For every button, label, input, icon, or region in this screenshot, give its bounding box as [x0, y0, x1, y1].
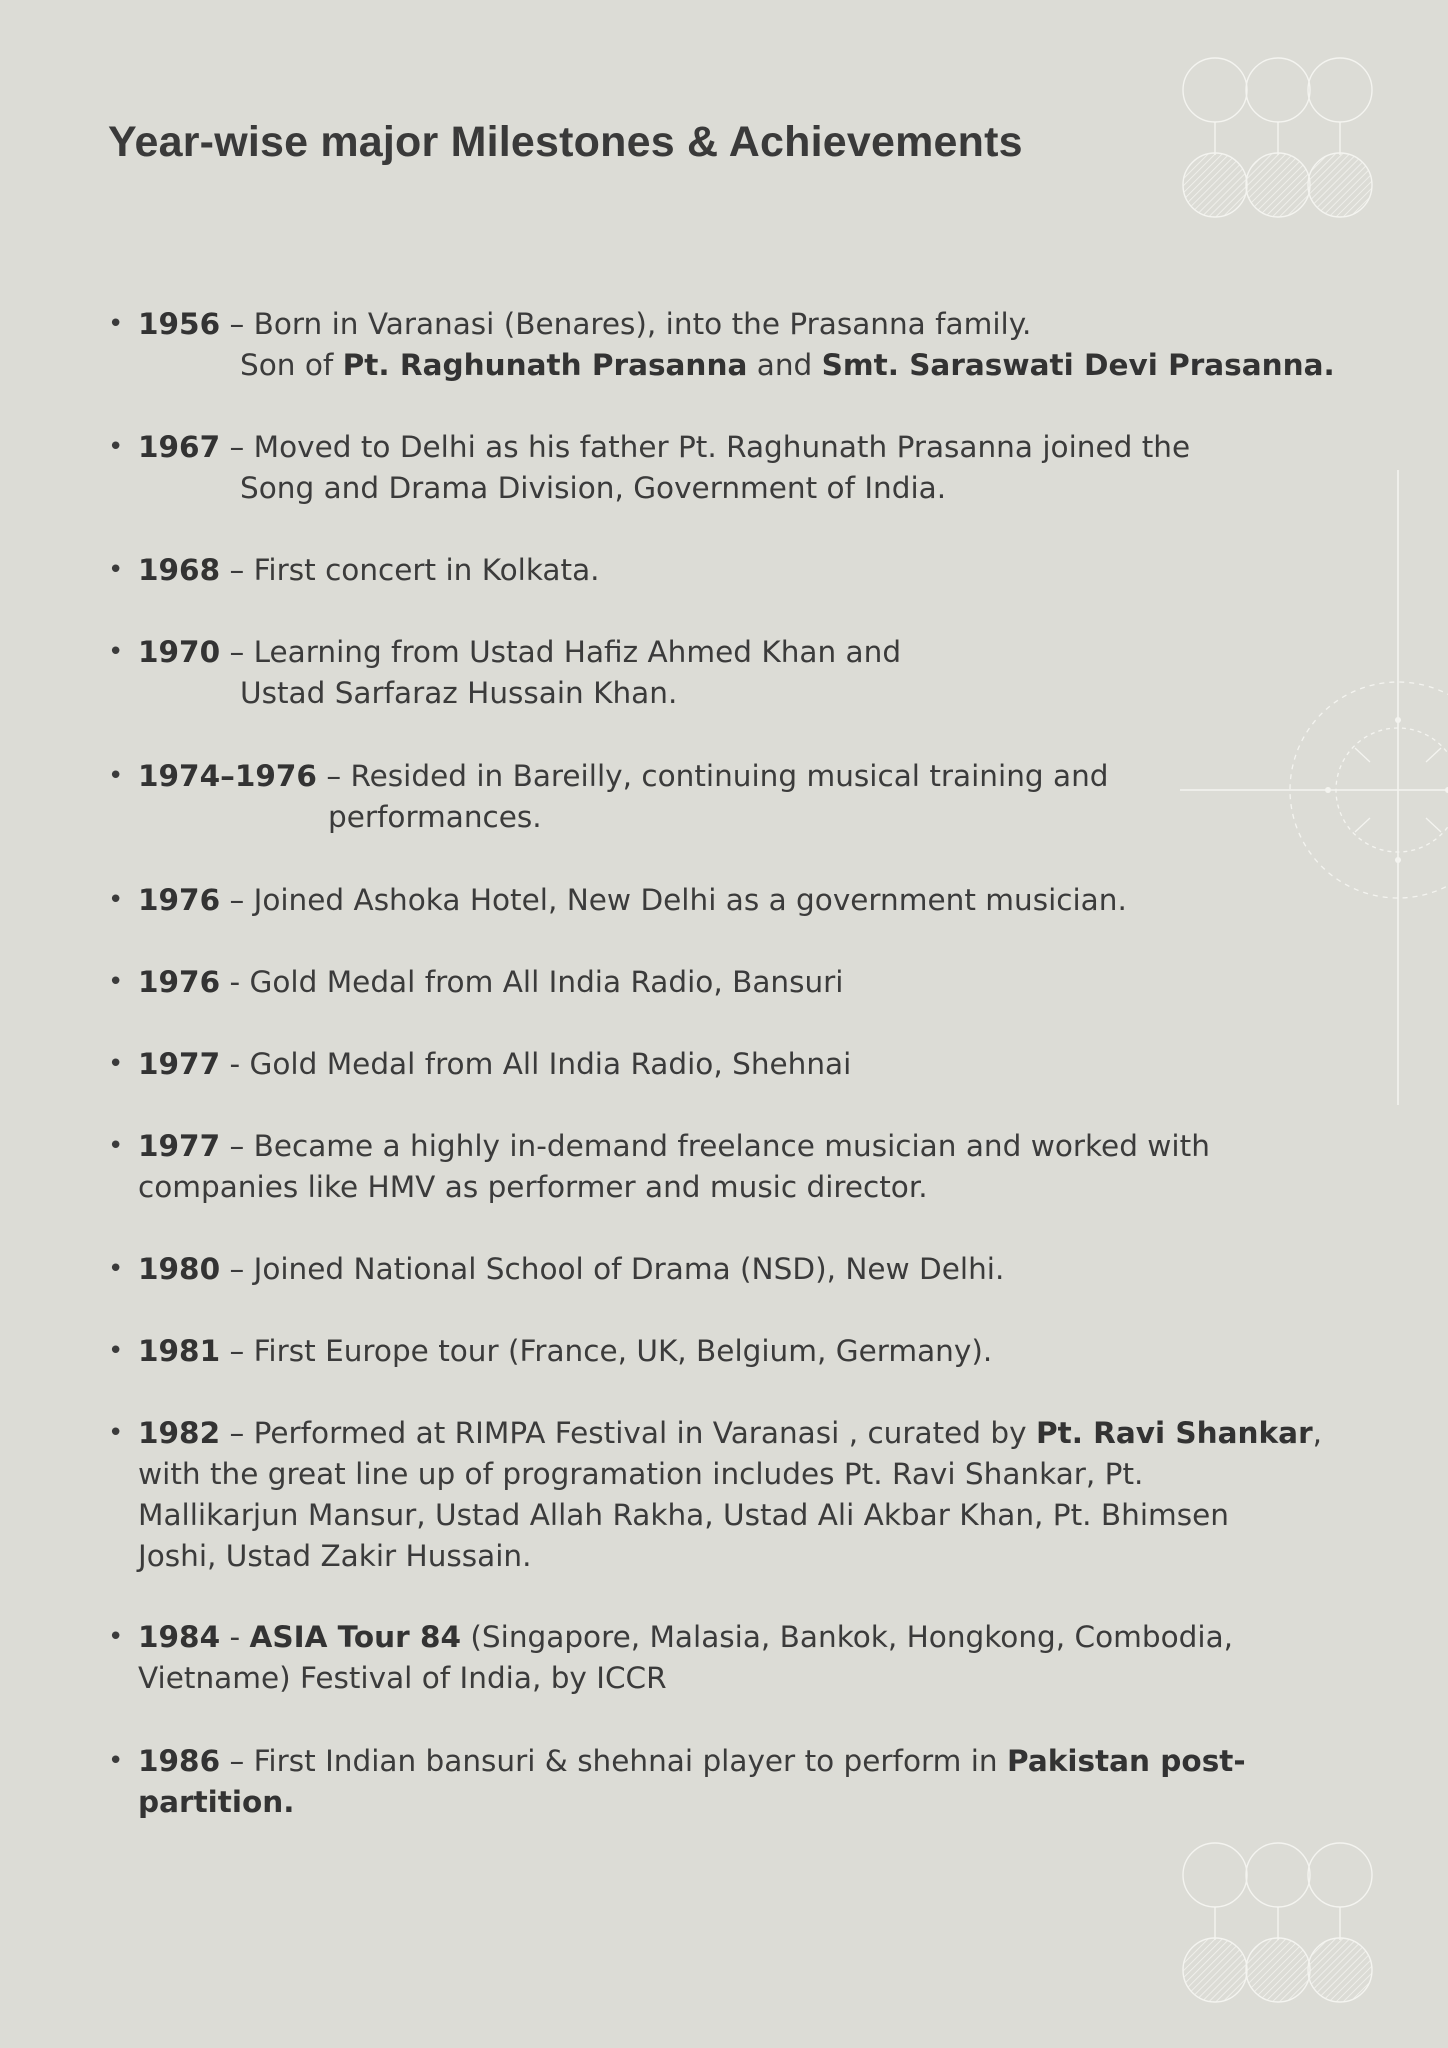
bullet-icon: • [108, 1131, 124, 1161]
milestone-line [138, 427, 1190, 468]
bullet-icon: • [108, 885, 124, 915]
milestone-line [138, 1782, 294, 1823]
milestone-text: (Singapore, Malasia, Bankok, Hongkong, Combodia, [461, 1620, 1234, 1654]
milestone-highlight: 1970 [138, 635, 221, 669]
milestone-text: - Gold Medal from All India Radio, Shehnai [220, 1047, 852, 1081]
bullet-icon: • [108, 432, 124, 462]
milestone-highlight: 1977 [138, 1129, 221, 1163]
milestone-line [138, 962, 844, 1003]
milestone-line [328, 797, 542, 838]
milestone-line [138, 1167, 928, 1208]
milestone-highlight: 1984 [138, 1620, 221, 1654]
bullet-icon: • [108, 761, 124, 791]
milestone-text: - [220, 1620, 250, 1654]
milestone-text: Mallikarjun Mansur, Ustad Allah Rakha, Ustad Ali Akbar Khan, Pt. Bhimsen [138, 1498, 1229, 1532]
milestone-text: Ustad Sarfaraz Hussain Khan. [240, 676, 678, 710]
milestone-line [138, 1454, 1143, 1495]
milestone-text: – Resided in Bareilly, continuing musical training and [316, 759, 1109, 793]
milestone-text: , [1312, 1416, 1323, 1450]
milestone-text: – Learning from Ustad Hafiz Ahmed Khan and [220, 635, 902, 669]
bullet-icon: • [108, 967, 124, 997]
milestone-line [138, 1249, 1004, 1290]
milestone-line [138, 1741, 1246, 1782]
milestone-line [138, 550, 600, 591]
milestone-line [138, 1413, 1322, 1454]
milestone-line [138, 756, 1109, 797]
milestone-text: - Gold Medal from All India Radio, Bansuri [220, 965, 844, 999]
milestone-highlight: Pt. Ravi Shankar [1035, 1416, 1313, 1450]
milestone-text: Vietname) Festival of India, by ICCR [138, 1661, 667, 1695]
milestone-text: – First Indian bansuri & shehnai player to perform in [220, 1744, 1007, 1778]
milestone-line [138, 1536, 532, 1577]
milestone-highlight: 1986 [138, 1744, 221, 1778]
milestone-highlight: 1980 [138, 1252, 221, 1286]
milestone-highlight: Pt. Raghunath Prasanna [342, 348, 748, 382]
milestone-highlight: 1968 [138, 553, 221, 587]
milestone-text: companies like HMV as performer and music director. [138, 1170, 928, 1204]
milestone-text: – Performed at RIMPA Festival in Varanasi , curated by [220, 1416, 1036, 1450]
milestone-text: and [747, 348, 822, 382]
bullet-icon: • [108, 637, 124, 667]
milestone-highlight: 1974–1976 [138, 759, 317, 793]
milestone-highlight: 1976 [138, 883, 221, 917]
milestone-highlight: partition. [138, 1785, 295, 1819]
bullet-icon: • [108, 1254, 124, 1284]
bullet-icon: • [108, 1418, 124, 1448]
milestone-text: – Became a highly in-demand freelance musician and worked with [220, 1129, 1210, 1163]
bullet-icon: • [108, 1049, 124, 1079]
milestone-highlight: 1976 [138, 965, 221, 999]
milestone-line [138, 1658, 667, 1699]
milestone-text: – First concert in Kolkata. [220, 553, 600, 587]
milestone-text: – First Europe tour (France, UK, Belgium, Germany). [220, 1334, 993, 1368]
milestone-line [240, 468, 946, 509]
milestone-text: – Joined National School of Drama (NSD), New Delhi. [220, 1252, 1005, 1286]
milestone-line [138, 1126, 1210, 1167]
milestone-text: – Joined Ashoka Hotel, New Delhi as a government musician. [220, 883, 1127, 917]
bullet-icon: • [108, 309, 124, 339]
milestone-line [138, 1044, 851, 1085]
milestone-highlight: ASIA Tour 84 [249, 1620, 462, 1654]
milestone-text: with the great line up of programation includes Pt. Ravi Shankar, Pt. [138, 1457, 1144, 1491]
milestone-line [138, 1495, 1229, 1536]
bullet-icon: • [108, 1622, 124, 1652]
bullet-icon: • [108, 555, 124, 585]
milestone-highlight: 1981 [138, 1334, 221, 1368]
milestone-text: performances. [328, 800, 542, 834]
bullet-icon: • [108, 1336, 124, 1366]
milestone-line [138, 1331, 992, 1372]
milestone-highlight: 1956 [138, 307, 221, 341]
milestone-line [138, 304, 1031, 345]
milestone-line [138, 880, 1127, 921]
milestone-text: Joshi, Ustad Zakir Hussain. [138, 1539, 532, 1573]
milestone-text: Song and Drama Division, Government of India. [240, 471, 947, 505]
page-title: Year-wise major Milestones & Achievements [108, 118, 1023, 166]
milestone-line [138, 1617, 1233, 1658]
milestone-line [240, 345, 1335, 386]
milestone-text: Son of [240, 348, 343, 382]
milestone-highlight: 1977 [138, 1047, 221, 1081]
milestone-highlight: 1982 [138, 1416, 221, 1450]
milestone-highlight: Smt. Saraswati Devi Prasanna. [821, 348, 1335, 382]
milestone-line [138, 632, 901, 673]
milestone-line [240, 673, 677, 714]
milestone-highlight: Pakistan post- [1007, 1744, 1246, 1778]
milestone-highlight: 1967 [138, 430, 221, 464]
milestone-text: – Born in Varanasi (Benares), into the Prasanna family. [220, 307, 1032, 341]
milestone-text: – Moved to Delhi as his father Pt. Raghunath Prasanna joined the [220, 430, 1191, 464]
bullet-icon: • [108, 1746, 124, 1776]
